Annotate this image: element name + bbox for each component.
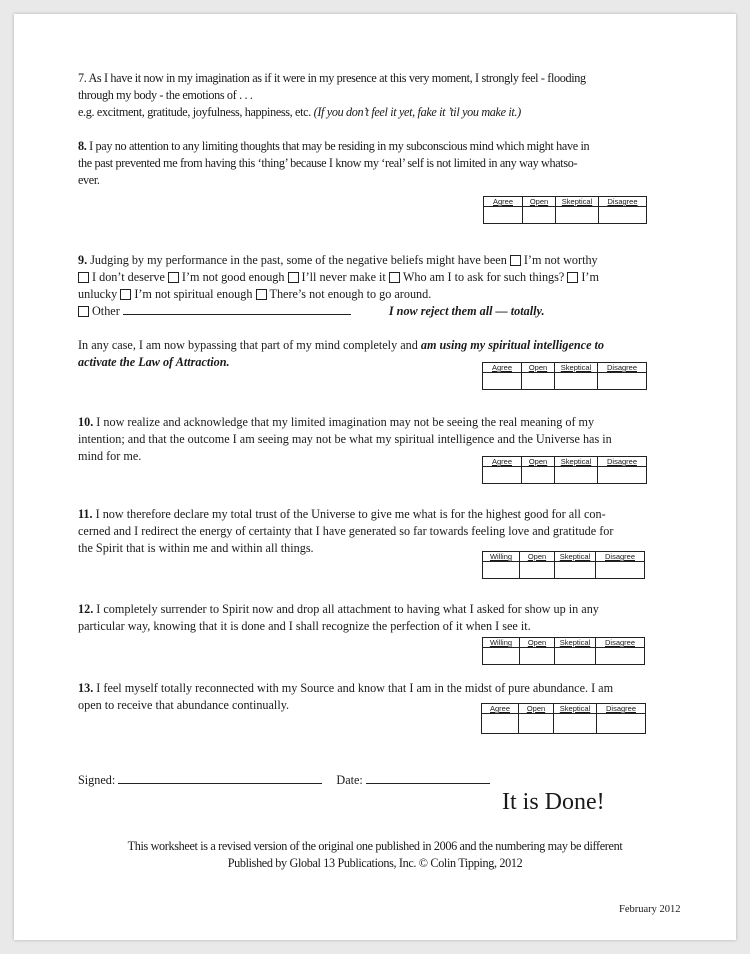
rating-cell-skeptical[interactable]: [555, 467, 598, 484]
item-11-line-2: cerned and I redirect the energy of certainty that I have generated so far towards feeling love and gratitude for: [78, 524, 614, 538]
item-8-line-1: I pay no attention to any limiting thoughts that may be residing in my subconscious mind which might have in: [89, 139, 590, 153]
bypass-text: In any case, I am now bypassing that part of my mind completely and: [78, 338, 418, 352]
rating-header-agree: Agree: [483, 457, 522, 467]
rating-cell-agree[interactable]: [484, 207, 523, 224]
checkbox-not-enough[interactable]: [256, 289, 267, 300]
rating-header-disagree: Disagree: [598, 363, 647, 373]
checkbox-who-am-i[interactable]: [389, 272, 400, 283]
bypass-bold-1: am using my spiritual intelligence to: [420, 338, 605, 352]
item-7-line-2: through my body - the emotions of . . .: [78, 88, 253, 102]
item-number: 8.: [78, 139, 87, 153]
option-label: unlucky: [78, 287, 118, 301]
rating-header-open: Open: [520, 552, 555, 562]
rating-cell-willing[interactable]: [483, 648, 520, 665]
item-9-intro: Judging by my performance in the past, some of the negative beliefs might have been: [90, 253, 507, 267]
checkbox-not-good-enough[interactable]: [168, 272, 179, 283]
rating-cell-open[interactable]: [519, 714, 554, 734]
item-8-line-3: ever.: [78, 173, 100, 187]
option-label: There’s not enough to go around.: [269, 287, 432, 301]
item-number: 10.: [78, 415, 94, 429]
item-number: 13.: [78, 681, 94, 695]
item-11-line-1: I now therefore declare my total trust of the Universe to give me what is for the highest good for all con-: [95, 507, 606, 521]
rating-cell-skeptical[interactable]: [556, 207, 599, 224]
item-10-line-1: I now realize and acknowledge that my limited imagination may not be seeing the real meaning of my: [96, 415, 595, 429]
footer-publisher: Published by Global 13 Publications, Inc. © Colin Tipping, 2012: [227, 856, 523, 870]
item-11-line-3: the Spirit that is within me and within all things.: [78, 541, 314, 555]
it-is-done-heading: It is Done!: [502, 789, 605, 815]
rating-table-11: [482, 551, 645, 579]
rating-table-10: [482, 456, 647, 484]
rating-table-13: [481, 703, 646, 734]
rating-cell-disagree[interactable]: [598, 373, 647, 390]
page-date: February 2012: [619, 904, 681, 915]
rating-cell-open[interactable]: [522, 373, 555, 390]
option-label: I’m not good enough: [181, 270, 285, 284]
option-label: I’ll never make it: [301, 270, 386, 284]
bypass-bold-2: activate the Law of Attraction.: [78, 355, 230, 369]
footer-note: This worksheet is a revised version of the original one published in 2006 and the numbering may be different: [127, 839, 623, 853]
rating-cell-open[interactable]: [522, 467, 555, 484]
item-10-line-2: intention; and that the outcome I am seeing may not be what my spiritual intelligence and the Universe has in: [78, 432, 612, 446]
item-7: [78, 70, 662, 121]
rating-header-agree: Agree: [484, 197, 523, 207]
signature-row: [78, 773, 490, 788]
checkbox-dont-deserve[interactable]: [78, 272, 89, 283]
rating-header-open: Open: [522, 457, 555, 467]
rating-cell-open[interactable]: [523, 207, 556, 224]
rating-header-skeptical: Skeptical: [555, 457, 598, 467]
rating-header-open: Open: [523, 197, 556, 207]
signature-line[interactable]: [118, 783, 322, 784]
rating-header-open: Open: [520, 638, 555, 648]
option-label: I’m: [581, 270, 599, 284]
rating-cell-willing[interactable]: [483, 562, 520, 579]
rating-cell-agree[interactable]: [483, 467, 522, 484]
rating-header-skeptical: Skeptical: [555, 552, 596, 562]
rating-cell-disagree[interactable]: [596, 562, 645, 579]
item-10-line-3: mind for me.: [78, 449, 142, 463]
rating-cell-agree[interactable]: [483, 373, 522, 390]
rating-cell-disagree[interactable]: [599, 207, 647, 224]
item-number: 11.: [78, 507, 93, 521]
rating-header-willing: Willing: [483, 638, 520, 648]
rating-cell-skeptical[interactable]: [555, 648, 596, 665]
rating-header-agree: Agree: [483, 363, 522, 373]
rating-table-12: [482, 637, 645, 665]
checkbox-unlucky[interactable]: [567, 272, 578, 283]
rating-header-disagree: Disagree: [598, 457, 647, 467]
item-8: [78, 138, 662, 189]
rating-header-disagree: Disagree: [599, 197, 647, 207]
item-13-line-2: open to receive that abundance continually.: [78, 698, 290, 712]
rating-header-disagree: Disagree: [597, 704, 646, 714]
item-7-note: (If you don’t feel it yet, fake it ’til you make it.): [313, 105, 521, 119]
rating-table-9: [482, 362, 647, 390]
option-label: I’m not spiritual enough: [134, 287, 253, 301]
item-12-line-1: I completely surrender to Spirit now and drop all attachment to having what I asked for show up in any: [96, 602, 599, 616]
rating-cell-skeptical[interactable]: [554, 714, 597, 734]
rating-table-8: [483, 196, 647, 224]
date-label: Date:: [336, 773, 363, 787]
item-number: 12.: [78, 602, 94, 616]
rating-cell-skeptical[interactable]: [555, 562, 596, 579]
rating-header-skeptical: Skeptical: [555, 363, 598, 373]
option-label: Who am I to ask for such things?: [402, 270, 565, 284]
item-13-line-1: I feel myself totally reconnected with my Source and know that I am in the midst of pure abundance. I am: [96, 681, 614, 695]
rating-header-skeptical: Skeptical: [556, 197, 599, 207]
rating-header-willing: Willing: [483, 552, 520, 562]
rating-cell-disagree[interactable]: [597, 714, 646, 734]
item-9: [78, 252, 662, 320]
checkbox-other[interactable]: [78, 306, 89, 317]
item-number: 9.: [78, 253, 88, 267]
other-input-line[interactable]: [123, 314, 351, 315]
rating-header-agree: Agree: [482, 704, 519, 714]
rating-header-open: Open: [519, 704, 554, 714]
date-line[interactable]: [366, 783, 490, 784]
rating-cell-skeptical[interactable]: [555, 373, 598, 390]
checkbox-not-worthy[interactable]: [510, 255, 521, 266]
rating-cell-agree[interactable]: [482, 714, 519, 734]
checkbox-not-spiritual[interactable]: [120, 289, 131, 300]
signed-label: Signed:: [78, 773, 116, 787]
rating-header-disagree: Disagree: [596, 638, 645, 648]
rating-cell-disagree[interactable]: [598, 467, 647, 484]
item-7-line-3: e.g. excitment, gratitude, joyfulness, happiness, etc.: [78, 105, 311, 119]
rating-header-disagree: Disagree: [596, 552, 645, 562]
option-label: I don’t deserve: [92, 270, 165, 284]
rating-header-open: Open: [522, 363, 555, 373]
item-12: [78, 601, 662, 635]
option-label: Other: [92, 304, 120, 318]
item-11: [78, 506, 662, 557]
rating-cell-disagree[interactable]: [596, 648, 645, 665]
footer: [40, 838, 710, 872]
checkbox-never-make-it[interactable]: [288, 272, 299, 283]
rating-header-skeptical: Skeptical: [555, 638, 596, 648]
reject-statement: I now reject them all — totally.: [388, 304, 545, 318]
rating-header-skeptical: Skeptical: [554, 704, 597, 714]
option-label: I’m not worthy: [523, 253, 598, 267]
rating-cell-open[interactable]: [520, 562, 555, 579]
rating-cell-open[interactable]: [520, 648, 555, 665]
item-number: 7.: [78, 71, 87, 85]
item-8-line-2: the past prevented me from having this ‘thing’ because I know my ‘real’ self is not limited in any way whatso-: [78, 156, 578, 170]
item-12-line-2: particular way, knowing that it is done and I shall recognize the perfection of it when I see it.: [78, 619, 531, 633]
item-7-line-1: As I have it now in my imagination as if it were in my presence at this very moment, I strongly feel - flooding: [88, 71, 586, 85]
